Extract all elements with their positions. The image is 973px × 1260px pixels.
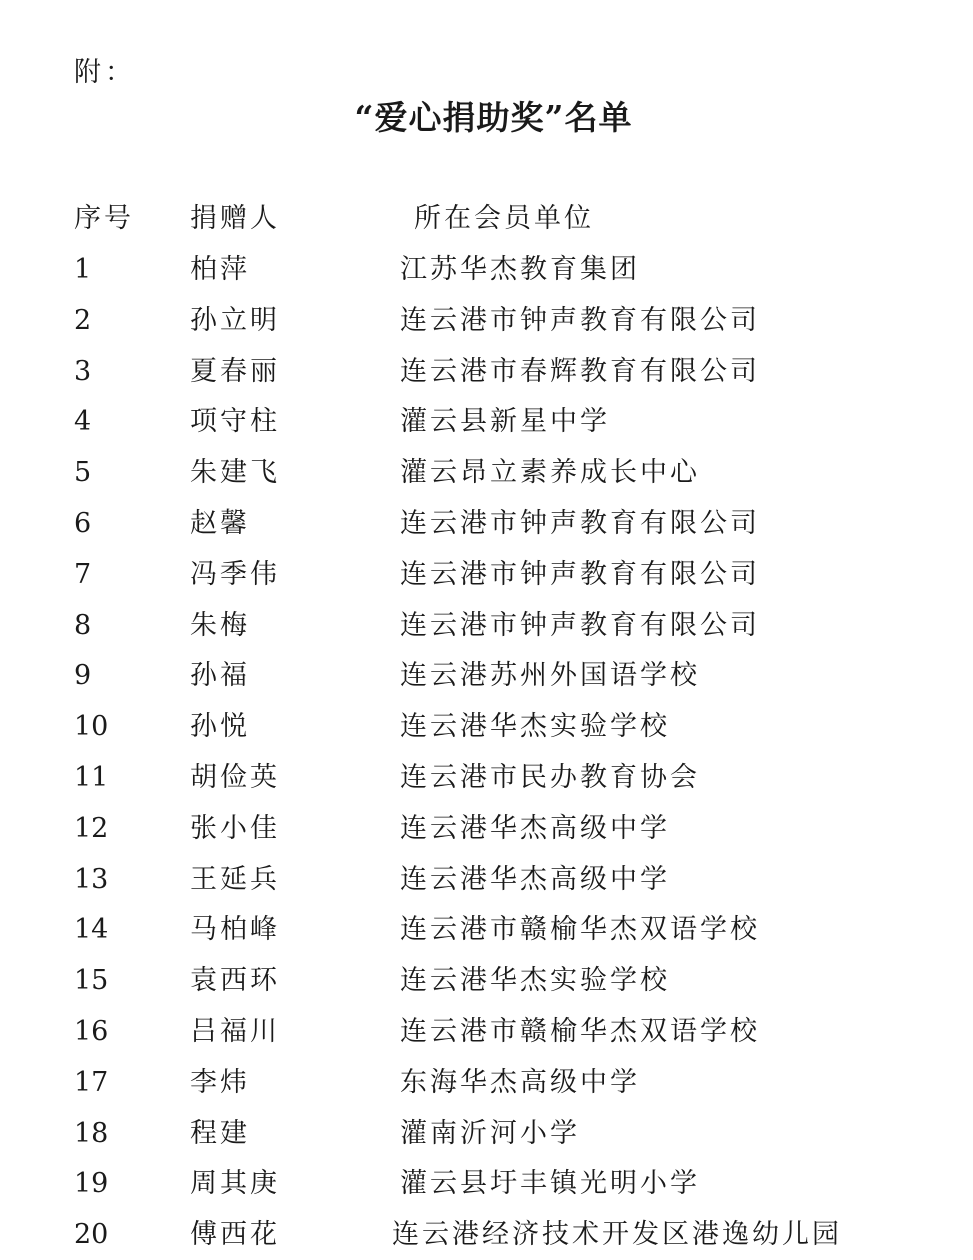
row-seq: 14 xyxy=(74,914,109,946)
row-donor: 夏春丽 xyxy=(190,355,280,387)
row-donor: 项守柱 xyxy=(190,406,280,438)
row-unit: 灌南沂河小学 xyxy=(400,1117,580,1149)
row-seq: 8 xyxy=(74,609,92,641)
row-unit: 连云港华杰实验学校 xyxy=(400,965,670,997)
row-seq: 11 xyxy=(74,762,109,793)
row-unit: 东海华杰高级中学 xyxy=(400,1066,640,1098)
row-donor: 孙悦 xyxy=(190,711,250,743)
table-row xyxy=(0,601,973,651)
row-donor: 吕福川 xyxy=(190,1016,280,1047)
row-seq: 6 xyxy=(74,508,92,539)
row-unit: 连云港市赣榆华杰双语学校 xyxy=(400,914,760,946)
row-unit: 连云港市春辉教育有限公司 xyxy=(400,355,760,387)
table-row xyxy=(0,296,973,346)
header-unit: 所在会员单位 xyxy=(414,203,594,234)
row-seq: 3 xyxy=(74,355,92,387)
table-row xyxy=(0,753,973,803)
attachment-label: 附： xyxy=(74,57,136,88)
row-donor: 朱梅 xyxy=(190,609,250,641)
row-unit: 连云港华杰高级中学 xyxy=(400,863,670,895)
row-seq: 9 xyxy=(74,660,92,692)
row-unit: 连云港市钟声教育有限公司 xyxy=(400,558,760,590)
row-seq: 4 xyxy=(74,406,92,438)
row-seq: 13 xyxy=(74,863,109,895)
row-donor: 胡俭英 xyxy=(190,762,280,793)
row-donor: 袁西环 xyxy=(190,965,280,997)
row-donor: 马柏峰 xyxy=(190,914,280,946)
row-unit: 连云港市钟声教育有限公司 xyxy=(400,304,760,336)
table-row xyxy=(0,1109,973,1159)
row-unit: 灌云县新星中学 xyxy=(400,406,610,438)
table-row xyxy=(0,905,973,955)
row-donor: 柏萍 xyxy=(190,254,250,285)
row-seq: 19 xyxy=(74,1168,109,1200)
table-row xyxy=(0,804,973,854)
row-donor: 赵馨 xyxy=(190,508,250,539)
row-donor: 程建 xyxy=(190,1117,250,1149)
row-unit: 连云港市民办教育协会 xyxy=(400,762,700,793)
table-row xyxy=(0,448,973,498)
table-row xyxy=(0,1159,973,1209)
row-unit: 灌云昂立素养成长中心 xyxy=(400,457,700,489)
row-seq: 5 xyxy=(74,457,92,489)
table-row xyxy=(0,245,973,295)
row-donor: 傅西花 xyxy=(190,1219,280,1251)
row-seq: 1 xyxy=(74,254,92,285)
row-unit: 灌云县圩丰镇光明小学 xyxy=(400,1168,700,1200)
row-unit: 江苏华杰教育集团 xyxy=(400,254,640,285)
table-row xyxy=(0,855,973,905)
table-header xyxy=(0,194,973,244)
row-seq: 7 xyxy=(74,558,92,590)
row-seq: 18 xyxy=(74,1117,109,1149)
row-donor: 冯季伟 xyxy=(190,558,280,590)
row-donor: 张小佳 xyxy=(190,812,280,844)
row-unit: 连云港经济技术开发区港逸幼儿园 xyxy=(392,1219,842,1251)
table-row xyxy=(0,347,973,397)
table-row xyxy=(0,1007,973,1057)
row-unit: 连云港华杰高级中学 xyxy=(400,812,670,844)
row-donor: 王延兵 xyxy=(190,863,280,895)
row-donor: 朱建飞 xyxy=(190,457,280,489)
row-seq: 10 xyxy=(74,711,109,743)
row-seq: 17 xyxy=(74,1066,109,1098)
row-seq: 16 xyxy=(74,1016,109,1047)
row-donor: 周其庚 xyxy=(190,1168,280,1200)
row-donor: 李炜 xyxy=(190,1066,250,1098)
table-row xyxy=(0,397,973,447)
row-donor: 孙福 xyxy=(190,660,250,692)
table-row xyxy=(0,702,973,752)
header-donor: 捐赠人 xyxy=(190,203,280,234)
table-row xyxy=(0,956,973,1006)
header-seq: 序号 xyxy=(74,203,134,234)
document-title: “爱心捐助奖”名单 xyxy=(354,98,633,137)
row-unit: 连云港市钟声教育有限公司 xyxy=(400,609,760,641)
row-donor: 孙立明 xyxy=(190,304,280,336)
row-unit: 连云港苏州外国语学校 xyxy=(400,660,700,692)
row-unit: 连云港华杰实验学校 xyxy=(400,711,670,743)
row-unit: 连云港市赣榆华杰双语学校 xyxy=(400,1016,760,1047)
row-seq: 2 xyxy=(74,304,92,336)
table-row xyxy=(0,651,973,701)
table-row xyxy=(0,499,973,549)
row-seq: 20 xyxy=(74,1219,109,1251)
row-seq: 12 xyxy=(74,812,109,844)
table-row xyxy=(0,1058,973,1108)
row-seq: 15 xyxy=(74,965,109,997)
row-unit: 连云港市钟声教育有限公司 xyxy=(400,508,760,539)
table-row xyxy=(0,550,973,600)
